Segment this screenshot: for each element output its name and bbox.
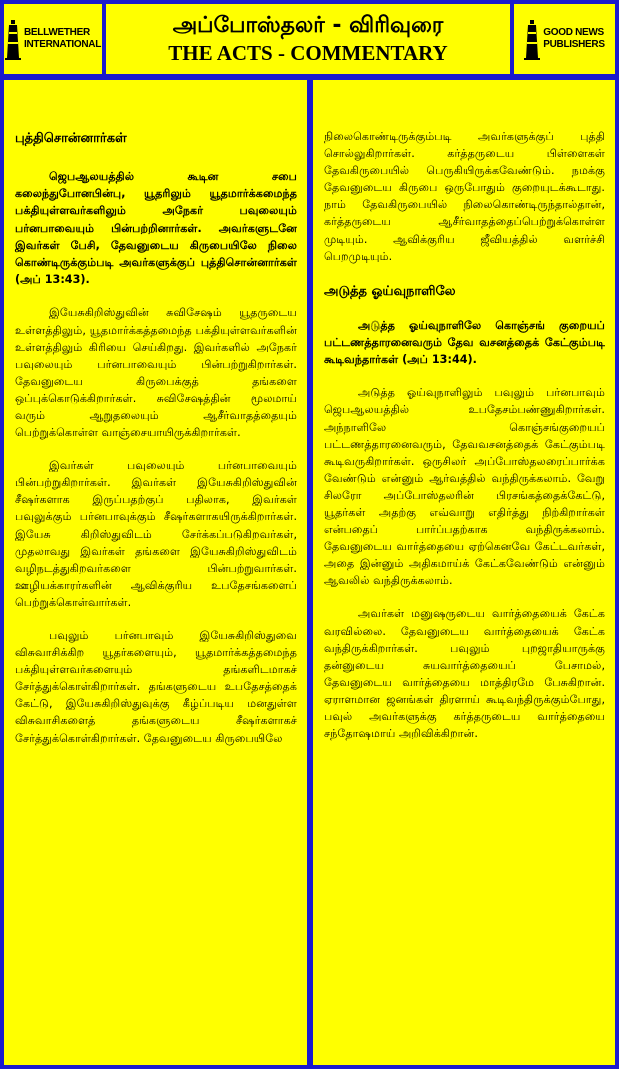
paragraph: பவுலும் பர்னபாவும் இயேசுகிறிஸ்துவை விசுவாசிக்கிற யூதர்களையும், யூதமார்க்கத்தமைந்த பக்தியுள்ளவர்களையும் தங்களிடமாகச் சேர்த்துக்கொள்கிறார்கள். தங்களுடைய உபதேசத்தைக் கேட்டு, இயேசுகிறிஸ்துவுக்கு கீழ்ப்படிய மனதுள்ள விசுவாசிகளைத் தங்களுடைய சீஷர்களாகச் சேர்த்துக்கொள்கிறார்கள். தேவனுடைய கிருபையிலே <box>15 629 297 745</box>
paragraph: இயேசுகிறிஸ்துவின் சுவிசேஷம் யூதருடைய உள்ளத்திலும், யூதமார்க்கத்தமைந்த பக்தியுள்ளவர்களின் உள்ளத்திலும் கிரியை செய்கிறது. இவர்களில் அநேகர் பவுலையும் பர்னபாவையும் பின்பற்றுகிறார்கள். தேவனுடைய கிருபைக்குத் தங்களை ஒப்புக்கொடுக்கிறார்கள். சுவிசேஷத்தின் மூலமாய் வரும் ஆறுதலையும் ஆசீர்வாதத்தையும் பெற்றுக்கொள்ள வாஞ்சையாயிருக்கிறார்கள். <box>15 306 297 440</box>
good-news-logo-text: GOOD NEWS PUBLISHERS <box>543 27 605 50</box>
lighthouse-icon <box>5 18 21 60</box>
left-column <box>4 80 307 1065</box>
verse-quote: அடுத்த ஓய்வுநாளிலே கொஞ்சங் குறையப் பட்டணத்தாரனைவரும் தேவ வசனத்தைக் கேட்கும்படி கூடிவந்தார்கள் (அப் 13:44). <box>324 318 605 367</box>
good-news-logo <box>514 4 615 74</box>
paragraph: இவர்கள் பவுலையும் பர்னபாவையும் பின்பற்றுகிறார்கள். இவர்கள் இயேசுகிறிஸ்துவின் சீஷர்களாக இருப்பதற்குப் பதிலாக, இவர்கள் பவுலுக்கும் பர்னபாவுக்கும் சீஷர்களாகயிருக்கிறார்கள். இயேசு கிறிஸ்துவிடம் சேர்க்கப்படுகிறவர்கள், முதலாவது இவர்கள் தங்களை இயேசுகிறிஸ்துவிடம் வழிநடத்துகிறவர்களை பின்பற்றுவார்கள். ஊழியக்காரர்களின் ஆவிக்குரிய உபதேசங்களைப் பெற்றுக்கொள்வார்கள். <box>15 459 297 609</box>
section-heading: புத்திசொன்னார்கள் <box>15 131 127 146</box>
english-title: THE ACTS - COMMENTARY <box>168 41 448 65</box>
lighthouse-icon <box>524 18 540 60</box>
paragraph-continued: நிலைகொண்டிருக்கும்படி அவர்களுக்குப் புத்தி சொல்லுகிறார்கள். கர்த்தருடைய பிள்ளைகள் தேவகிருபையில் பெருகியிருக்கவேண்டும். நமக்கு தேவனுடைய கிருபை ஒருபோதும் குறையுடக்கூடாது. நாம் தேவகிருபையில் நிலைகொண்டிருந்தால்தான், கர்த்தருடைய ஆசீர்வாதத்தைப்பெற்றுக்கொள்ள முடியும். ஆவிக்குரிய ஜீவியத்தில் வளர்ச்சி பெறமுடியும். <box>324 130 605 263</box>
bellwether-logo-text: BELLWETHER INTERNATIONAL <box>23 27 102 50</box>
section-heading: அடுத்த ஓய்வுநாளிலே <box>324 283 456 299</box>
verse-quote: ஜெபஆலயத்தில் கூடின சபை கலைந்துபோனபின்பு, யூதரிலும் யூதமார்க்கமைந்த பக்தியுள்ளவர்களிலும் அநேகர் பவுலையும் பர்னபாவையும் பின்பற்றினார்கள். அவர்களுடனே இவர்கள் பேசி, தேவனுடைய கிருபையிலே நிலை கொண்டிருக்கும்படி அவர்களுக்குப் புத்திசொன்னார்கள் (அப் 13:43). <box>15 170 297 287</box>
paragraph: அவர்கள் மனுஷருடைய வார்த்தையைக் கேட்க வரவில்லை. தேவனுடைய வார்த்தையைக் கேட்க வந்திருக்கிறார்கள். பவுலும் புறஜாதியாருக்கு தன்னுடைய சுயவார்த்தையைப் பேசாமல், தேவனுடைய வார்த்தையை மாத்திரமே பேசுகிறான். ஏராளமான ஜனங்கள் திரளாய் கூடிவந்திருக்கும்போது, பவுல் அவர்களுக்கு கர்த்தருடைய வார்த்தையை சந்தோஷமாய் அறிவிக்கிறான். <box>324 607 605 741</box>
paragraph: அடுத்த ஓய்வுநாளிலும் பவுலும் பர்னபாவும் ஜெபஆலயத்தில் உபதேசம்பண்ணுகிறார்கள். அந்நாளிலே கொஞ்சங்குறையப் பட்டணத்தாரனைவரும், தேவவசனத்தைக் கேட்கும்படி கூடிவருகிறார்கள். ஒருசிலர் அப்போஸ்தலரைப்பார்க்க வேண்டும் என்னும் ஆர்வத்தில் வந்திருக்கலாம். வேறு சிலரோ அப்போஸ்தலரின் பிரசங்கத்தைக்கேட்டு, யூதர்கள் அதற்கு எவ்வாறு எதிர்த்து நிற்கிறார்கள் என்பதைப் பார்ப்பதற்காக வந்திருக்கலாம். தேவனுடைய வார்த்தையை ஏற்கெனவே கேட்டவர்கள், அதை இன்னும் அதிகமாய்க் கேட்கவேண்டும் என்னும் ஆவலில் வந்திருக்கலாம். <box>324 386 605 588</box>
bellwether-logo <box>4 4 102 74</box>
tamil-title: அப்போஸ்தலர் - விரிவுரை <box>172 13 444 38</box>
title-box <box>106 4 510 74</box>
right-column <box>313 80 615 1065</box>
